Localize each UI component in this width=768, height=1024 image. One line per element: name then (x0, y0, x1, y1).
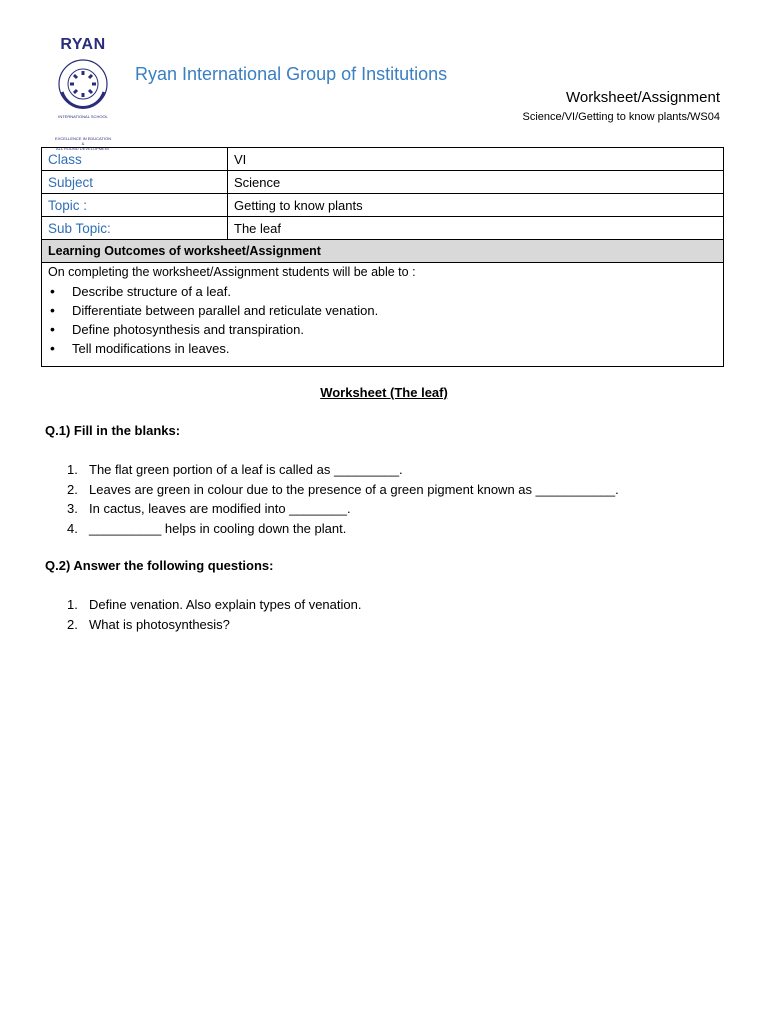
q2-list (45, 595, 361, 634)
q1-list (45, 460, 619, 538)
logo-word: RYAN (60, 36, 106, 53)
list-item: • Differentiate between parallel and reticulate venation. (48, 301, 717, 320)
outcomes-row (42, 263, 724, 367)
outcomes-heading: Learning Outcomes of worksheet/Assignment (42, 240, 724, 263)
subtopic-label: Sub Topic: (42, 217, 228, 240)
list-item: • Tell modifications in leaves. (48, 339, 717, 358)
class-label: Class (42, 148, 228, 171)
class-value: VI (228, 148, 724, 171)
list-item: • Define photosynthesis and transpiration. (48, 320, 717, 339)
list-item: • Describe structure of a leaf. (48, 282, 717, 301)
table-row (42, 171, 724, 194)
subject-label: Subject (42, 171, 228, 194)
table-row (42, 194, 724, 217)
list-item: 1. The flat green portion of a leaf is called as _________. (67, 462, 403, 477)
topic-value: Getting to know plants (228, 194, 724, 217)
org-title: Ryan International Group of Institutions (135, 64, 448, 84)
outcomes-cell (42, 263, 724, 367)
doc-code: Science/VI/Getting to know plants/WS04 (522, 111, 720, 123)
list-item: 3. In cactus, leaves are modified into ________. (67, 501, 351, 516)
info-table (41, 147, 724, 367)
topic-label: Topic : (42, 194, 228, 217)
worksheet-title: Worksheet (The leaf) (320, 385, 448, 400)
table-row (42, 148, 724, 171)
logo-ring-text: INTERNATIONAL SCHOOL (58, 114, 108, 119)
subtopic-value: The leaf (228, 217, 724, 240)
list-item: 2. Leaves are green in colour due to the presence of a green pigment known as ___________. (67, 481, 619, 497)
outcomes-heading-row (42, 240, 724, 263)
list-item: 4. __________ helps in cooling down the plant. (67, 520, 347, 536)
school-logo (50, 36, 116, 151)
outcomes-list (48, 282, 717, 358)
subject-value: Science (228, 171, 724, 194)
doc-type-title: Worksheet/Assignment (566, 89, 720, 106)
logo-emblem-icon (54, 54, 112, 134)
list-item: 2. What is photosynthesis? (67, 616, 230, 632)
list-item: 1. Define venation. Also explain types of venation. (67, 597, 362, 612)
outcomes-intro: On completing the worksheet/Assignment students will be able to : (48, 265, 416, 279)
q1-heading: Q.1) Fill in the blanks: (45, 423, 181, 438)
table-row (42, 217, 724, 240)
logo-tagline: EXCELLENCE IN EDUCATION & ALL ROUND DEVELOPMENT (55, 136, 111, 151)
q2-heading: Q.2) Answer the following questions: (45, 558, 274, 573)
